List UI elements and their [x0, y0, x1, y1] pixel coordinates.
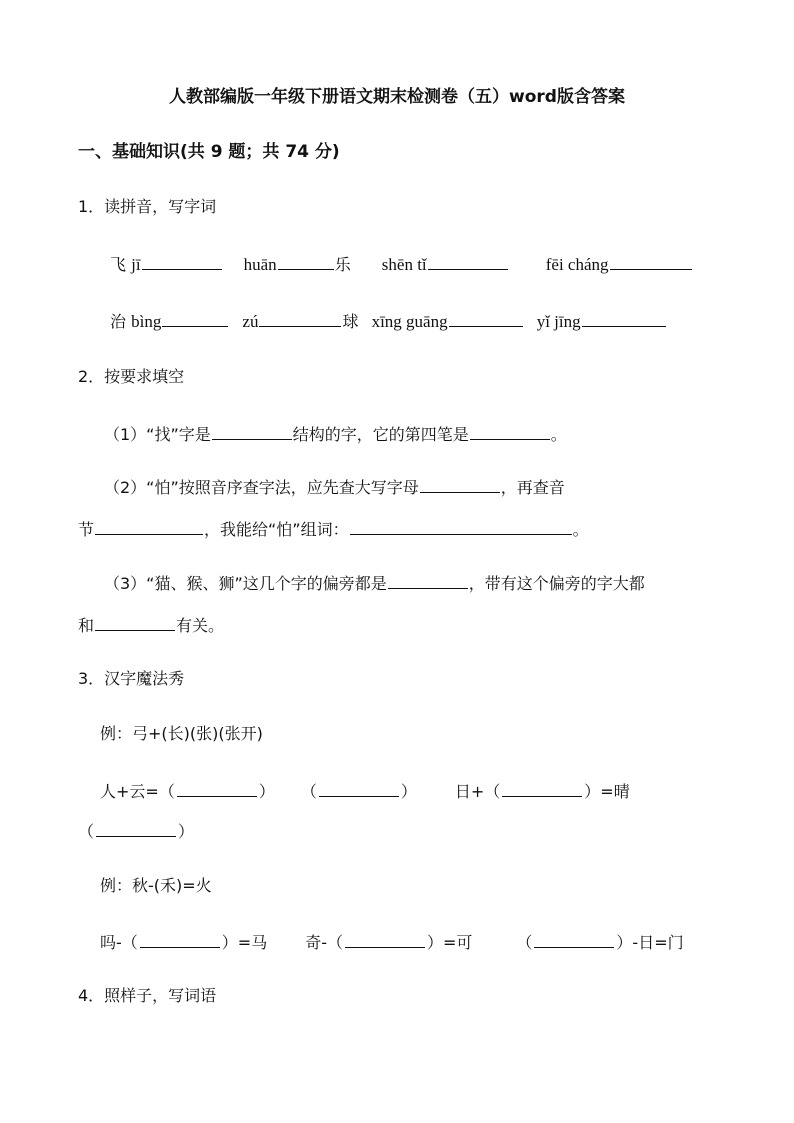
pinyin-item: shēn tǐ — [382, 255, 509, 274]
section-heading-basics: 一、基础知识(共 9 题；共 74 分) — [78, 142, 340, 162]
question-4-title: 4．照样子，写词语 — [78, 986, 217, 1005]
answer-blank[interactable] — [95, 613, 175, 631]
pinyin-item: 治 bìng — [110, 312, 229, 331]
answer-blank[interactable] — [96, 819, 176, 837]
document-title: 人教部编版一年级下册语文期末检测卷（五）word版含答案 — [169, 87, 625, 107]
answer-blank[interactable] — [95, 517, 203, 535]
answer-blank[interactable] — [259, 309, 341, 327]
answer-blank[interactable] — [319, 779, 399, 797]
question-2-item-2-cont: 节 ，我能给“怕”组词： 。 — [78, 517, 589, 541]
answer-blank[interactable] — [140, 930, 220, 948]
example-1: 例：弓+(长)(张)(张开) — [100, 724, 263, 743]
example-2: 例：秋-(禾)=火 — [100, 876, 212, 895]
pinyin-item: 飞 jī — [110, 255, 223, 274]
answer-blank[interactable] — [428, 252, 508, 270]
question-2-item-2: （2）“怕”按照音序查字法，应先查大写字母 ，再查音 — [104, 475, 565, 499]
answer-blank[interactable] — [350, 517, 572, 535]
question-3-line-3: 吗-（ ）=马 奇-（ ）=可 （ ）-日=门 — [100, 930, 684, 954]
question-2-item-3: （3）“猫、猴、狮”这几个字的偏旁都是 ，带有这个偏旁的字大都 — [104, 571, 645, 595]
question-3-line-1: 人+云=（ ） （ ） 日+（ ）=晴 — [100, 779, 630, 803]
answer-blank[interactable] — [212, 422, 292, 440]
answer-blank[interactable] — [449, 309, 523, 327]
answer-blank[interactable] — [162, 309, 228, 327]
pinyin-row-1 — [110, 252, 693, 276]
question-2-item-3-cont: 和 有关。 — [78, 613, 224, 637]
question-3-title: 3．汉字魔法秀 — [78, 669, 185, 688]
pinyin-item: huān 乐 — [244, 255, 351, 274]
question-3-line-2: （ ） — [78, 819, 194, 843]
answer-blank[interactable] — [610, 252, 692, 270]
answer-blank[interactable] — [502, 779, 582, 797]
pinyin-item: xīng guāng — [372, 312, 524, 331]
answer-blank[interactable] — [142, 252, 222, 270]
answer-blank[interactable] — [582, 309, 666, 327]
pinyin-row-2 — [110, 309, 667, 333]
question-1-title: 1．读拼音，写字词 — [78, 197, 217, 216]
answer-blank[interactable] — [177, 779, 257, 797]
question-2-title: 2．按要求填空 — [78, 367, 185, 386]
answer-blank[interactable] — [388, 571, 468, 589]
pinyin-item: yǐ jīng — [537, 312, 667, 331]
answer-blank[interactable] — [345, 930, 425, 948]
answer-blank[interactable] — [278, 252, 334, 270]
answer-blank[interactable] — [534, 930, 614, 948]
pinyin-item: fēi cháng — [546, 255, 693, 274]
answer-blank[interactable] — [470, 422, 550, 440]
answer-blank[interactable] — [420, 475, 500, 493]
pinyin-item: zú 球 — [242, 312, 358, 331]
question-2-item-1: （1）“找”字是 结构的字，它的第四笔是 。 — [104, 422, 567, 446]
